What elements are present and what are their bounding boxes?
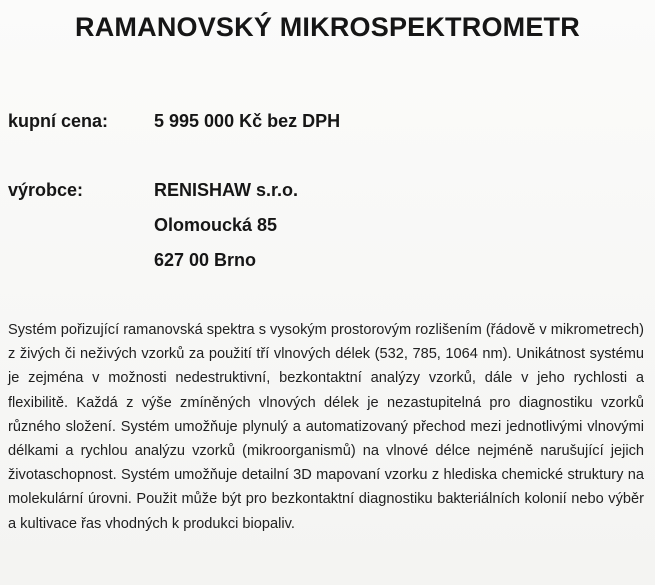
document-title: RAMANOVSKÝ MIKROSPEKTROMETR — [75, 12, 580, 42]
description-paragraph: Systém pořizující ramanovská spektra s vysokým prostorovým rozlišením (řádově v mikrometrech) z živých či neživých vzorků za použití tří vlnových délek (532, 785, 1064 nm). Unikátnost systému je zejména v možnosti nedestruktivní, bezkontaktní analýzy vzorků, dále v jeho rychlosti a flexibilitě. Každá z výše zmíněných vlnových délek je nezastupitelná pro diagnostiku vzorků různého složení. Systém umožňuje plynulý a automatizovaný přechod mezi jednotlivými vlnovými délkami a rychlou analýzu vzorků (mikroorganismů) na vlnové délce nejméně narušující jejich životaschopnost. Systém umožňuje detailní 3D mapovaní vzorku z hlediska chemické struktury na molekulární úrovni. Použit může být pro bezkontaktní diagnostiku bakteriálních kolonií nebo výběr a kultivace řas vhodných k produkci biopaliv. — [8, 322, 644, 532]
manufacturer-street: Olomoucká 85 — [154, 215, 278, 235]
manufacturer-city: 627 00 Brno — [154, 250, 257, 270]
manufacturer-name: RENISHAW s.r.o. — [154, 180, 299, 200]
manufacturer-label: výrobce: — [8, 180, 84, 200]
price-value: 5 995 000 Kč bez DPH — [154, 111, 341, 131]
price-label: kupní cena: — [8, 111, 109, 131]
